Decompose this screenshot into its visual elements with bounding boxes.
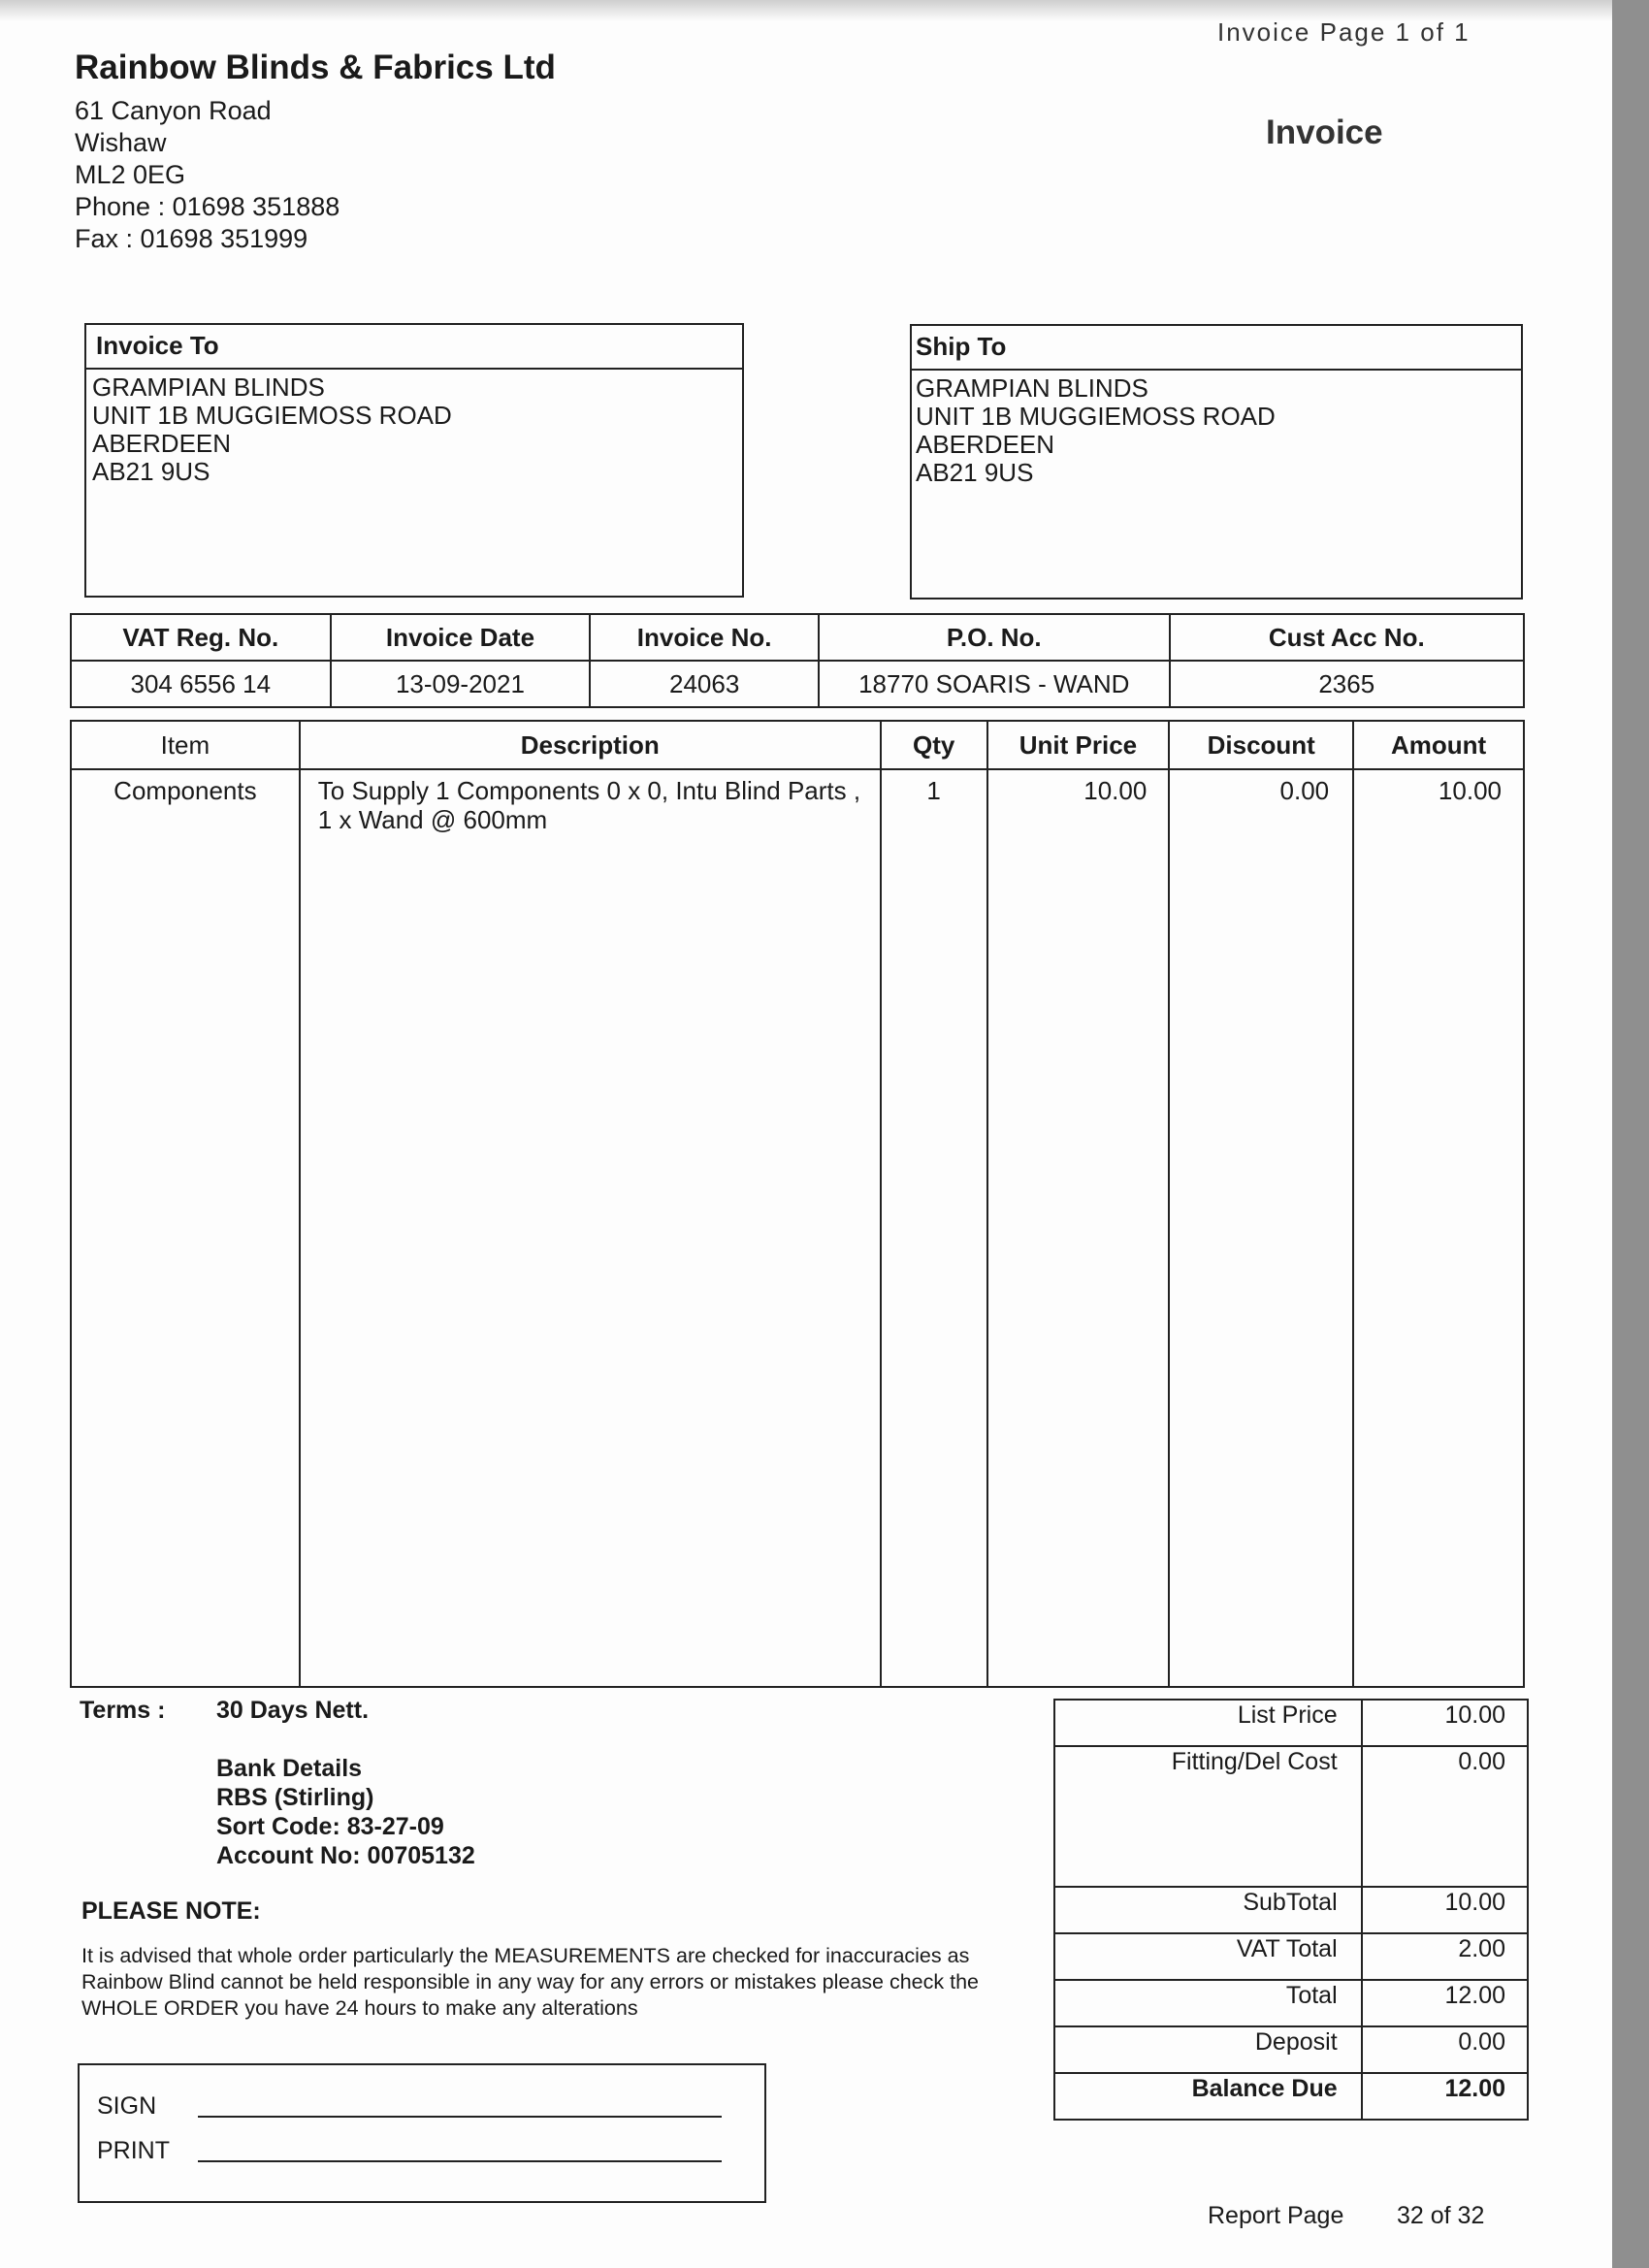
sort-code: Sort Code: 83-27-09 [216,1813,444,1840]
terms-label: Terms : [80,1697,166,1724]
row-qty: 1 [881,769,987,1687]
invoice-to-line-2: UNIT 1B MUGGIEMOSS ROAD [92,401,452,430]
deposit-row [1054,2026,1528,2073]
deposit-label: Deposit [1054,2026,1362,2073]
list-price-label: List Price [1054,1700,1362,1746]
subtotal-label: SubTotal [1054,1887,1362,1933]
vat-total-value: 2.00 [1362,1933,1528,1980]
company-address-line-2: Wishaw [75,128,167,157]
qty-header: Qty [881,721,987,769]
row-unit-price: 10.00 [987,769,1170,1687]
amount-header: Amount [1353,721,1524,769]
report-page-label: Report Page [1208,2202,1344,2229]
total-row [1054,1980,1528,2026]
unit-price-header: Unit Price [987,721,1170,769]
print-label: PRINT [97,2137,170,2164]
company-phone: Phone : 01698 351888 [75,192,340,221]
signature-box [78,2063,766,2203]
ship-to-address [912,371,1521,491]
document-title: Invoice [1266,113,1383,151]
invoice-meta-table [70,613,1525,708]
scan-edge-right [1612,0,1649,2268]
line-items-table [70,720,1525,1688]
row-discount: 0.00 [1169,769,1353,1687]
subtotal-row [1054,1887,1528,1933]
sign-line[interactable] [198,2116,722,2118]
invoice-no-header: Invoice No. [590,614,819,661]
list-price-value: 10.00 [1362,1700,1528,1746]
row-amount: 10.00 [1353,769,1524,1687]
please-note-text: It is advised that whole order particularly the MEASUREMENTS are checked for inaccuracies as Rainbow Blind cannot be held responsible in any way for any errors or mistakes please check the WHOLE ORDER you have 24 hours to make any alterations [81,1944,979,2020]
balance-due-row [1054,2073,1528,2120]
cust-acc-value: 2365 [1170,661,1524,707]
company-address-line-3: ML2 0EG [75,160,186,189]
invoice-date-value: 13-09-2021 [331,661,591,707]
list-price-row [1054,1700,1528,1746]
invoice-to-box [84,323,744,598]
ship-to-line-2: UNIT 1B MUGGIEMOSS ROAD [916,402,1276,431]
invoice-to-line-1: GRAMPIAN BLINDS [92,373,325,402]
ship-to-label: Ship To [912,326,1521,371]
balance-due-value: 12.00 [1362,2073,1528,2120]
discount-header: Discount [1169,721,1353,769]
terms-value: 30 Days Nett. [216,1697,370,1724]
ship-to-line-1: GRAMPIAN BLINDS [916,373,1148,403]
meta-header-row [71,614,1524,661]
print-line[interactable] [198,2160,722,2162]
invoice-to-label: Invoice To [86,325,742,370]
bank-details-heading: Bank Details [216,1755,363,1782]
vat-reg-header: VAT Reg. No. [71,614,331,661]
invoice-no-value: 24063 [590,661,819,707]
row-item: Components [71,769,300,1687]
vat-total-label: VAT Total [1054,1933,1362,1980]
company-address-line-1: 61 Canyon Road [75,96,272,125]
invoice-page-header: Invoice Page 1 of 1 [1217,17,1471,47]
invoice-to-line-3: ABERDEEN [92,429,232,458]
company-fax: Fax : 01698 351999 [75,224,308,253]
total-label: Total [1054,1980,1362,2026]
fitting-value: 0.00 [1362,1746,1528,1887]
bank-name: RBS (Stirling) [216,1784,374,1811]
ship-to-box [910,324,1523,599]
company-name: Rainbow Blinds & Fabrics Ltd [75,49,556,86]
ship-to-line-4: AB21 9US [916,458,1034,487]
vat-total-row [1054,1933,1528,1980]
row-description: To Supply 1 Components 0 x 0, Intu Blind Parts , 1 x Wand @ 600mm [300,769,881,1687]
meta-value-row [71,661,1524,707]
po-no-header: P.O. No. [819,614,1170,661]
subtotal-value: 10.00 [1362,1887,1528,1933]
ship-to-line-3: ABERDEEN [916,430,1055,459]
vat-reg-value: 304 6556 14 [71,661,331,707]
invoice-to-line-4: AB21 9US [92,457,210,486]
sign-label: SIGN [97,2092,157,2120]
table-row [71,769,1524,1687]
balance-due-label: Balance Due [1054,2073,1362,2120]
total-value: 12.00 [1362,1980,1528,2026]
invoice-to-address [86,370,742,490]
fitting-label: Fitting/Del Cost [1054,1746,1362,1887]
line-items-header-row [71,721,1524,769]
account-number: Account No: 00705132 [216,1842,475,1869]
report-page-value: 32 of 32 [1397,2202,1485,2229]
item-header: Item [71,721,300,769]
cust-acc-header: Cust Acc No. [1170,614,1524,661]
please-note-heading: PLEASE NOTE: [81,1897,261,1925]
deposit-value: 0.00 [1362,2026,1528,2073]
fitting-row [1054,1746,1528,1887]
po-no-value: 18770 SOARIS - WAND [819,661,1170,707]
invoice-date-header: Invoice Date [331,614,591,661]
description-header: Description [300,721,881,769]
totals-table [1053,1699,1529,2121]
